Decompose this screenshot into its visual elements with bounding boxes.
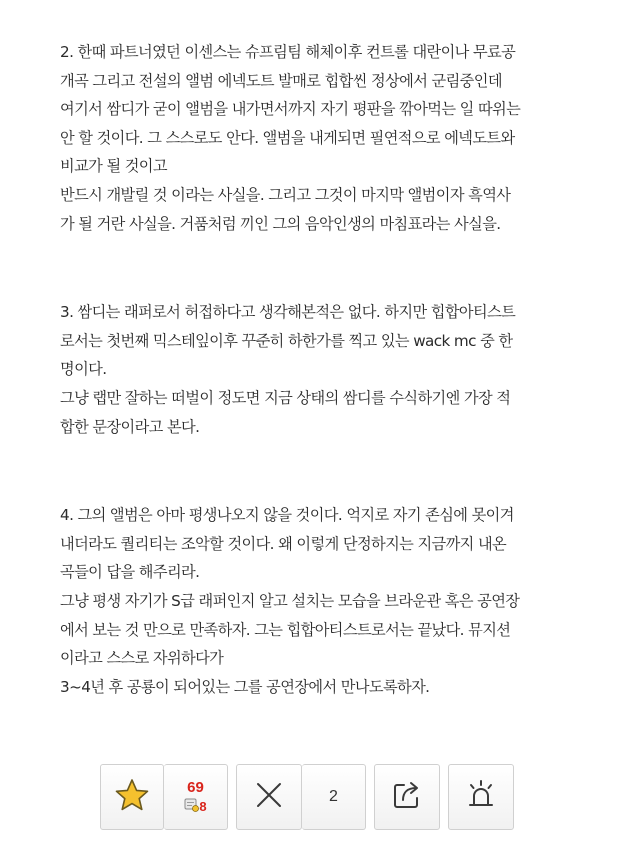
text-line: 내더라도 퀄리티는 조악할 것이다. 왜 이렇게 단정하지는 지금까지 내온 <box>60 534 507 553</box>
text-line: 에서 보는 것 만으로 만족하자. 그는 힙합아티스트로서는 끝났다. 뮤지션 <box>60 620 511 639</box>
dislike-count: 2 <box>329 788 338 805</box>
x-icon <box>254 780 284 814</box>
text-line: 그냥 랩만 잘하는 떠벌이 정도면 지금 상태의 쌈디를 수식하기엔 가장 적 <box>60 388 511 407</box>
text-line: 안 할 것이다. 그 스스로도 안다. 앨범을 내게되면 필연적으로 에넥도트와 <box>60 128 515 147</box>
report-button[interactable] <box>448 764 514 830</box>
post-action-toolbar <box>100 764 514 830</box>
paragraph-4 <box>60 501 580 701</box>
article-body <box>60 38 580 761</box>
reply-count-row <box>184 798 206 814</box>
text-line: 3. 쌈디는 래퍼로서 허접하다고 생각해본적은 없다. 하지만 힙합아티스트 <box>60 303 516 322</box>
text-line: 그냥 평생 자기가 S급 래퍼인지 알고 설치는 모습을 브라운관 혹은 공연장 <box>60 591 520 610</box>
dislike-button[interactable] <box>236 764 302 830</box>
text-line: 개곡 그리고 전설의 앨범 에넥도트 발매로 힙합씬 정상에서 군림중인데 <box>60 71 502 90</box>
recommend-button[interactable] <box>100 764 164 830</box>
share-button[interactable] <box>374 764 440 830</box>
star-icon <box>115 778 149 816</box>
text-line: 3~4년 후 공룡이 되어있는 그를 공연장에서 만나도록하자. <box>60 677 430 696</box>
text-line: 4. 그의 앨범은 아마 평생나오지 않을 것이다. 억지로 자기 존심에 못이겨 <box>60 506 514 525</box>
text-line: 2. 한때 파트너였던 이센스는 슈프림팀 해체이후 컨트롤 대란이나 무료공 <box>60 43 516 61</box>
text-line: 로서는 첫번째 믹스테잎이후 꾸준히 하한가를 찍고 있는 wack mc 중 한 <box>60 331 513 350</box>
comment-icon <box>184 798 199 814</box>
paragraph-3 <box>60 298 580 441</box>
text-line: 곡들이 답을 해주리라. <box>60 563 200 582</box>
text-line: 반드시 개발릴 것 이라는 사실을. 그리고 그것이 마지막 앨범이자 흑역사 <box>60 185 511 204</box>
text-line: 합한 문장이라고 본다. <box>60 417 200 436</box>
text-line: 비교가 될 것이고 <box>60 157 167 176</box>
dislike-group <box>236 764 366 830</box>
text-line: 명이다. <box>60 360 107 379</box>
text-line: 이라고 스스로 자위하다가 <box>60 649 224 668</box>
recommend-group <box>100 764 228 830</box>
count-stack <box>184 780 206 814</box>
paragraph-2 <box>60 38 580 238</box>
recommend-count-button[interactable] <box>164 764 228 830</box>
siren-icon <box>464 778 498 816</box>
text-line: 여기서 쌈디가 굳이 앨범을 내가면서까지 자기 평판을 깎아먹는 일 따위는 <box>60 100 521 119</box>
reply-count: 8 <box>199 798 207 814</box>
text-line: 가 될 거란 사실을. 거품처럼 끼인 그의 음악인생의 마침표라는 사실을. <box>60 214 501 233</box>
dislike-count-button[interactable] <box>302 764 366 830</box>
share-icon <box>390 778 424 816</box>
recommend-count: 69 <box>187 779 204 796</box>
